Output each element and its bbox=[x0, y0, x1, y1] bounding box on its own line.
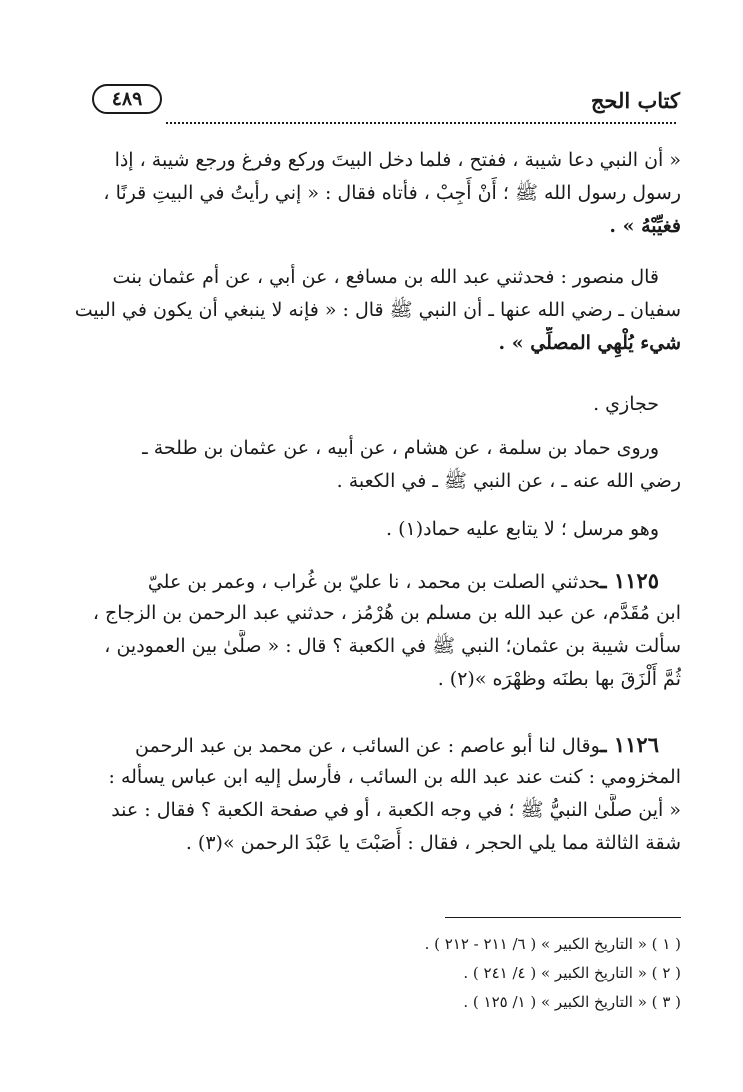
text-line-content: وقال لنا أبو عاصم : عن السائب ، عن محمد بن عبد الرحمن bbox=[135, 735, 601, 757]
paragraph-5 bbox=[63, 513, 681, 546]
text-line: ثُمَّ أَلْزَقَ بها بطنَه وظهْرَه »(٢) . bbox=[437, 668, 681, 690]
text-line: ابن مُقَدَّم، عن عبد الله بن مسلم بن هُرْمُز ، حدثني عبد الرحمن بن الزجاج ، bbox=[92, 602, 681, 624]
text-line: سألت شيبة بن عثمان؛ النبي ﷺ في الكعبة ؟ قال : « صلَّىٰ بين العمودين ، bbox=[104, 635, 681, 657]
text-line: شقة الثالثة مما يلي الحجر ، فقال : أَصَبْتَ يا عَبْدَ الرحمن »(٣) . bbox=[185, 832, 681, 854]
footnote-3: ( ٣ ) « التاريخ الكبير » ( ١/ ١٢٥ ) . bbox=[463, 993, 681, 1011]
text-line: وروى حماد بن سلمة ، عن هشام ، عن أبيه ، عن عثمان بن طلحة ـ bbox=[142, 437, 659, 459]
text-line: سفيان ـ رضي الله عنها ـ أن النبي ﷺ قال : « فإنه لا ينبغي أن يكون في البيت bbox=[74, 299, 681, 321]
text-line: رسول رسول الله ﷺ ؛ أَنْ أَجِبْ ، فأتاه فقال : « إني رأيتُ في البيتِ قرنًا ، bbox=[103, 182, 681, 204]
hadith-1125 bbox=[63, 564, 681, 696]
book-title: كتاب الحج bbox=[590, 88, 680, 113]
text-line: حجازي . bbox=[593, 393, 659, 415]
text-line: « أن النبي دعا شيبة ، ففتح ، فلما دخل البيتَ وركع وفرغ ورجع شيبة ، إذا bbox=[114, 149, 681, 171]
text-line: وهو مرسل ؛ لا يتابع عليه حماد(١) . bbox=[386, 518, 659, 540]
footnote-2: ( ٢ ) « التاريخ الكبير » ( ٤/ ٢٤١ ) . bbox=[463, 964, 681, 982]
header-divider bbox=[166, 122, 676, 124]
paragraph-4 bbox=[63, 432, 681, 498]
footnote-separator bbox=[445, 917, 681, 918]
text-line: فغيِّبْهُ » . bbox=[609, 215, 681, 237]
text-line bbox=[63, 728, 681, 761]
paragraph-3 bbox=[63, 388, 681, 421]
text-line: المخزومي : كنت عند عبد الله بن السائب ، فأرسل إليه ابن عباس يسأله : bbox=[108, 766, 681, 788]
paragraph-2 bbox=[63, 261, 681, 360]
text-line: « أين صلَّىٰ النبيُّ ﷺ ؛ في وجه الكعبة ، أو في صفحة الكعبة ؟ فقال : عند bbox=[111, 799, 681, 821]
hadith-1126 bbox=[63, 728, 681, 860]
footnote-1: ( ١ ) « التاريخ الكبير » ( ٦/ ٢١١ - ٢١٢ ) . bbox=[424, 935, 681, 953]
page-header bbox=[92, 80, 680, 126]
text-line: شيء يُلْهِي المصلِّي » . bbox=[498, 332, 681, 354]
footnotes bbox=[63, 930, 681, 1017]
hadith-number: ١١٢٥ ـ bbox=[600, 568, 659, 593]
paragraph-1 bbox=[63, 144, 681, 243]
text-line: رضي الله عنه ـ ، عن النبي ﷺ ـ في الكعبة . bbox=[336, 470, 681, 492]
text-line-content: حدثني الصلت بن محمد ، نا عليّ بن غُراب ، وعمر بن عليّ bbox=[147, 571, 601, 593]
hadith-number: ١١٢٦ ـ bbox=[600, 732, 659, 757]
text-line bbox=[63, 564, 681, 597]
text-line: قال منصور : فحدثني عبد الله بن مسافع ، عن أبي ، عن أم عثمان بنت bbox=[112, 266, 659, 288]
page-number: ٤٨٩ bbox=[92, 84, 162, 114]
